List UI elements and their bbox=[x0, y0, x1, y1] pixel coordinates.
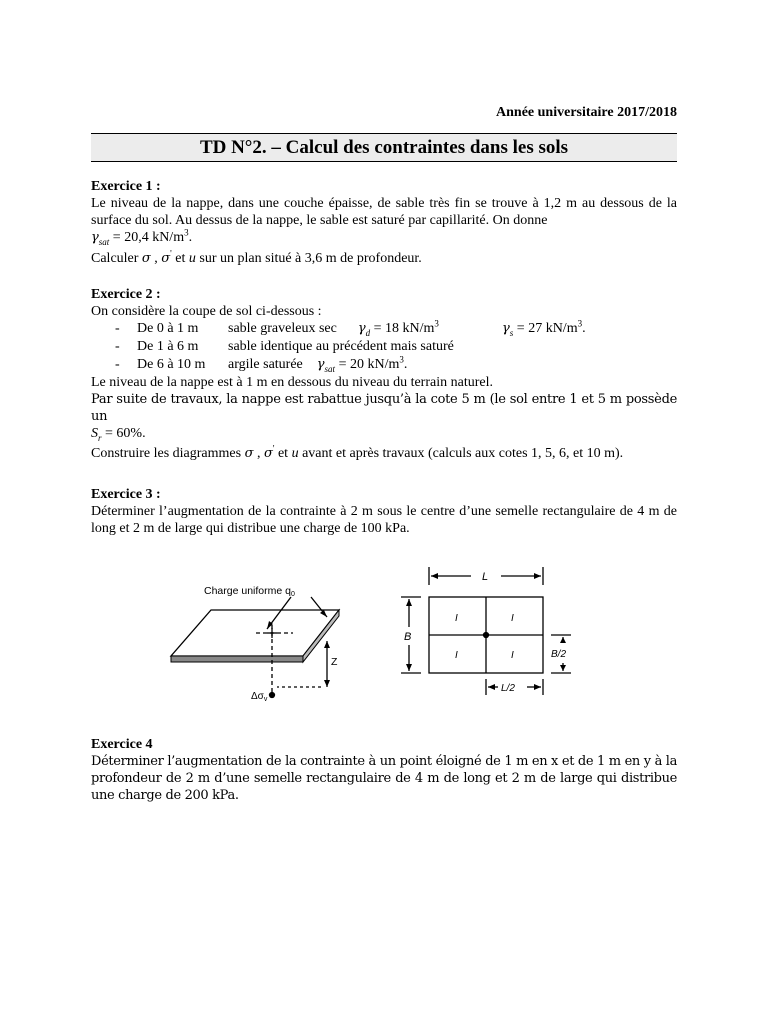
gamma-subscript: d bbox=[365, 327, 371, 338]
b-half-label: B/2 bbox=[551, 649, 567, 660]
l-half-label: L/2 bbox=[501, 683, 515, 694]
b-label: B bbox=[404, 631, 412, 643]
gamma-exponent: 3 bbox=[399, 354, 404, 365]
exercise-1-text: Le niveau de la nappe, dans une couche épaisse, de sable très fin se trouve à 1,2 m au dessous de la surface du sol. Au dessus de la nappe, le sable est saturé par capillarité. On donne bbox=[91, 196, 677, 228]
plan-grid bbox=[401, 567, 571, 695]
gamma-subscript: sat bbox=[98, 236, 110, 247]
list-dash: - bbox=[115, 339, 120, 354]
layer-range: De 0 à 1 m bbox=[137, 321, 199, 336]
exercise-4-text: Déterminer l’augmentation de la contrainte à un point éloigné de 1 m en x et de 1 m en y à la profondeur de 2 m d’une semelle rectangulaire de 4 m de long et 2 m de large qui distribue une charge de 200 kPa. bbox=[91, 754, 677, 803]
exercise-3 bbox=[91, 486, 677, 537]
exercise-2-works: Par suite de travaux, la nappe est rabattue jusqu’à la cote 5 m (le sol entre 1 et 5 m possède un bbox=[91, 392, 677, 424]
gamma-subscript: s bbox=[509, 327, 514, 338]
layer-range: De 6 à 10 m bbox=[137, 357, 206, 372]
footing-figure bbox=[91, 555, 677, 705]
exercise-1-gamma-line bbox=[91, 229, 677, 246]
gamma-symbol: γ bbox=[357, 321, 366, 336]
list-item bbox=[91, 320, 677, 338]
exercise-2-water-level: Le niveau de la nappe est à 1 m en dessous du niveau du terrain naturel. bbox=[91, 375, 493, 390]
gamma-symbol: γ bbox=[502, 321, 510, 336]
separator: , bbox=[253, 446, 264, 461]
prime-mark: ' bbox=[170, 248, 172, 259]
z-label: Z bbox=[331, 656, 338, 668]
footing-diagram bbox=[91, 555, 677, 705]
and-word: et bbox=[171, 251, 189, 266]
gamma-value: = 27 kN/m bbox=[513, 321, 578, 336]
exercise-1 bbox=[91, 178, 677, 267]
u-symbol: u bbox=[291, 446, 299, 461]
l-label: L bbox=[482, 571, 489, 583]
layer-soil: sable identique au précédent mais saturé bbox=[228, 339, 454, 354]
layer-soil: argile saturée bbox=[228, 357, 303, 372]
sr-value: = 60%. bbox=[101, 426, 146, 441]
gamma-exponent: 3 bbox=[434, 318, 439, 329]
exercise-3-heading: Exercice 3 : bbox=[91, 487, 161, 502]
sr-subscript: r bbox=[98, 432, 102, 443]
exercise-2 bbox=[91, 286, 677, 462]
layer-soil: sable graveleux sec bbox=[228, 321, 337, 336]
layer-description bbox=[228, 356, 407, 373]
and-word: et bbox=[274, 446, 292, 461]
gamma-exponent: 3 bbox=[184, 227, 189, 238]
cell-label: I bbox=[511, 613, 514, 624]
list-dash: - bbox=[115, 357, 120, 372]
exercise-3-text: Déterminer l’augmentation de la contrainte à 2 m sous le centre d’une semelle rectangulaire de 4 m de long et 2 m de large qui distribue une charge de 100 kPa. bbox=[91, 504, 677, 536]
calc-end: sur un plan situé à 3,6 m de profondeur. bbox=[195, 251, 422, 266]
cell-label: I bbox=[455, 613, 458, 624]
list-dash: - bbox=[115, 321, 120, 336]
diag-end: avant et après travaux (calculs aux cotes 1, 5, 6, et 10 m). bbox=[298, 446, 624, 461]
exercise-1-paragraph bbox=[91, 195, 677, 229]
gamma-value: = 20,4 kN/m bbox=[109, 230, 185, 245]
delta-sigma-label: $\Delta\sigma_v$ bbox=[251, 691, 268, 703]
gamma-symbol: γ bbox=[91, 230, 99, 245]
loaded-plate bbox=[171, 597, 339, 698]
prime-mark: ' bbox=[272, 443, 275, 454]
exercise-2-question bbox=[91, 445, 677, 462]
separator: , bbox=[150, 251, 162, 266]
sigma-symbol: σ bbox=[244, 446, 254, 461]
diag-start: Construire les diagrammes bbox=[91, 446, 245, 461]
cell-label: I bbox=[455, 650, 458, 661]
exercise-1-question bbox=[91, 250, 677, 267]
soil-layer-list bbox=[91, 320, 677, 374]
load-label: Charge uniforme q0 bbox=[204, 585, 295, 598]
gamma-end: . bbox=[582, 321, 586, 336]
gamma-exponent: 3 bbox=[577, 318, 583, 329]
layer-description bbox=[228, 320, 439, 337]
gamma-subscript: sat bbox=[324, 363, 336, 374]
document-title: TD N°2. – Calcul des contraintes dans les sols bbox=[91, 133, 677, 162]
sr-symbol: S bbox=[91, 426, 98, 441]
list-item bbox=[91, 356, 677, 374]
exercise-2-heading: Exercice 2 : bbox=[91, 287, 161, 302]
gamma-value: = 20 kN/m bbox=[335, 357, 400, 372]
cell-label: I bbox=[511, 650, 514, 661]
exercise-2-intro: On considère la coupe de sol ci-dessous : bbox=[91, 304, 322, 319]
gamma-value: = 18 kN/m bbox=[370, 321, 435, 336]
exercise-1-heading: Exercice 1 : bbox=[91, 179, 161, 194]
sigma-prime-symbol: σ bbox=[161, 251, 171, 266]
academic-year: Année universitaire 2017/2018 bbox=[496, 105, 677, 120]
layer-range: De 1 à 6 m bbox=[137, 339, 199, 354]
list-item bbox=[91, 338, 677, 356]
layer-extra bbox=[502, 320, 586, 337]
exercise-4 bbox=[91, 736, 677, 804]
calc-start: Calculer bbox=[91, 251, 142, 266]
u-symbol: u bbox=[188, 251, 196, 266]
gamma-symbol: γ bbox=[316, 357, 325, 372]
exercise-4-heading: Exercice 4 bbox=[91, 737, 153, 752]
sigma-prime-symbol: σ bbox=[263, 446, 273, 461]
exercise-2-saturation bbox=[91, 425, 677, 442]
gamma-end: . bbox=[188, 230, 193, 245]
sigma-symbol: σ bbox=[141, 251, 151, 266]
gamma-end: . bbox=[403, 357, 408, 372]
